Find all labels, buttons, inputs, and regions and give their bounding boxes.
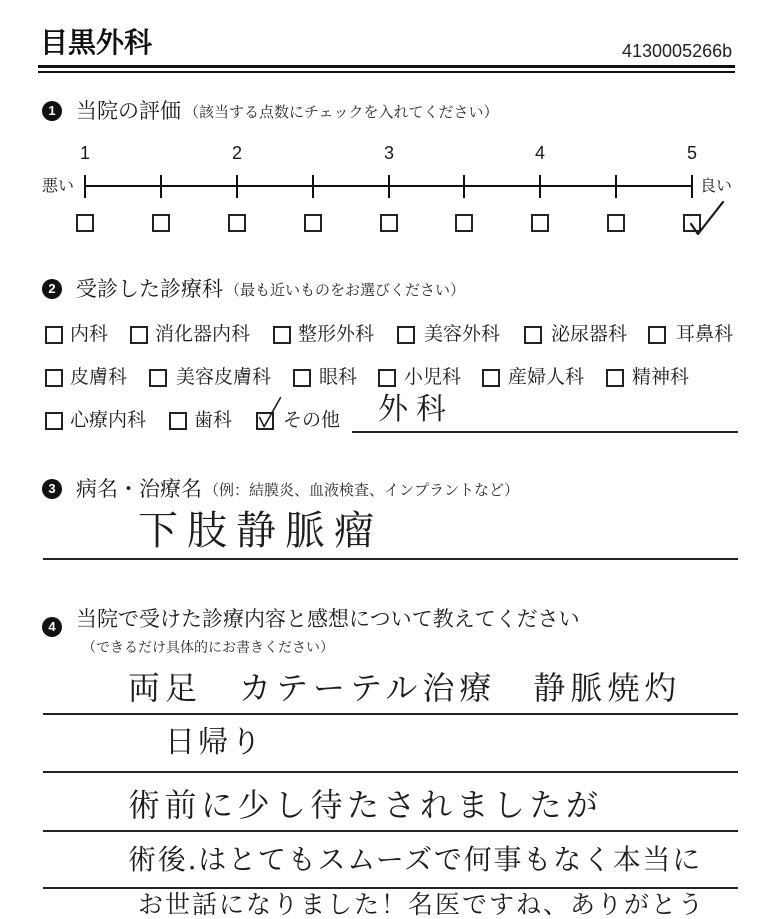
department-label: 整形外科 — [298, 323, 375, 345]
other-answer-text[interactable]: 外科 — [378, 392, 454, 427]
question-note: （できるだけ具体的にお書きください） — [82, 640, 334, 656]
department-checkbox[interactable] — [130, 326, 148, 344]
question-number-badge: 1 — [42, 101, 62, 121]
other-label: その他 — [283, 409, 341, 431]
department-label: 心療内科 — [70, 409, 147, 431]
department-label: 歯科 — [194, 409, 233, 431]
comment-line-5[interactable]: お世話になりました！名医ですね、ありがとう — [138, 890, 706, 919]
department-checkbox[interactable] — [149, 369, 167, 387]
header-rule-thin — [38, 71, 735, 73]
rating-checkbox[interactable] — [304, 214, 322, 232]
other-checkbox[interactable] — [256, 412, 274, 430]
department-checkbox[interactable] — [169, 412, 187, 430]
scale-tick — [388, 175, 390, 198]
answer-line — [43, 713, 738, 715]
answer-line — [43, 887, 738, 889]
scale-tick — [691, 175, 693, 198]
other-answer-line — [352, 431, 738, 433]
question-title: 受診した診療科 — [76, 277, 223, 301]
department-label: 消化器内科 — [155, 323, 251, 345]
department-label: 耳鼻科 — [676, 323, 734, 345]
scale-tick — [463, 175, 465, 198]
department-label: 美容外科 — [424, 323, 501, 345]
rating-checkbox[interactable] — [76, 214, 94, 232]
department-checkbox[interactable] — [293, 369, 311, 387]
question-number-badge: 4 — [42, 617, 62, 637]
scale-tick — [539, 175, 541, 198]
question-note: （該当する点数にチェックを入れてください） — [184, 103, 499, 121]
comment-line-3[interactable]: 術前に少し待たされましたが — [128, 786, 603, 824]
department-checkbox[interactable] — [45, 369, 63, 387]
scale-tick — [236, 175, 238, 198]
comment-line-1[interactable]: 両足 カテーテル治療 静脈焼灼 — [128, 669, 682, 707]
scale-number: 1 — [79, 143, 90, 163]
department-label: 小児科 — [404, 366, 462, 388]
scale-tick — [615, 175, 617, 198]
department-label: 眼科 — [319, 366, 358, 388]
rating-checkbox[interactable] — [607, 214, 625, 232]
department-checkbox[interactable] — [45, 412, 63, 430]
clinic-name: 目黒外科 — [40, 26, 153, 59]
rating-checkbox[interactable] — [455, 214, 473, 232]
check-mark-icon — [257, 396, 283, 432]
question-title: 病名・治療名 — [76, 477, 202, 501]
department-label: 泌尿器科 — [551, 323, 628, 345]
department-checkbox[interactable] — [378, 369, 396, 387]
scale-tick — [84, 175, 86, 198]
answer-line — [43, 558, 738, 560]
department-label: 内科 — [70, 323, 109, 345]
check-mark-icon — [687, 200, 727, 240]
diagnosis-answer[interactable]: 下肢静脈瘤 — [138, 508, 383, 554]
rating-checkbox[interactable] — [683, 214, 701, 232]
department-checkbox[interactable] — [397, 326, 415, 344]
department-checkbox[interactable] — [482, 369, 500, 387]
scale-tick — [160, 175, 162, 198]
question-note: （例：結膜炎、血液検査、インプラントなど） — [204, 481, 520, 499]
comment-line-2[interactable]: 日帰り — [165, 725, 264, 760]
comment-line-4[interactable]: 術後.はとてもスムーズで何事もなく本当に — [128, 843, 703, 876]
scale-low-label: 悪い — [42, 176, 75, 195]
rating-checkbox[interactable] — [380, 214, 398, 232]
header-rule-thick — [38, 65, 735, 68]
department-checkbox[interactable] — [45, 326, 63, 344]
scale-tick — [312, 175, 314, 198]
question-number-badge: 3 — [42, 479, 62, 499]
department-checkbox[interactable] — [606, 369, 624, 387]
question-title: 当院の評価 — [76, 99, 181, 123]
rating-checkbox[interactable] — [531, 214, 549, 232]
department-checkbox[interactable] — [524, 326, 542, 344]
scale-number: 3 — [383, 143, 394, 163]
rating-checkbox[interactable] — [228, 214, 246, 232]
question-title: 当院で受けた診療内容と感想について教えてください — [76, 607, 580, 631]
scale-number: 5 — [686, 143, 697, 163]
form-id: 4130005266b — [622, 41, 733, 61]
department-checkbox[interactable] — [273, 326, 291, 344]
question-number-badge: 2 — [42, 279, 62, 299]
department-label: 産婦人科 — [508, 366, 585, 388]
department-label: 精神科 — [632, 366, 690, 388]
scale-number: 4 — [534, 143, 545, 163]
answer-line — [43, 771, 738, 773]
department-checkbox[interactable] — [648, 326, 666, 344]
scale-high-label: 良い — [700, 176, 733, 195]
question-note: （最も近いものをお選びください） — [225, 281, 466, 299]
answer-line — [43, 830, 738, 832]
department-label: 美容皮膚科 — [176, 366, 272, 388]
department-label: 皮膚科 — [70, 366, 128, 388]
scale-number: 2 — [231, 143, 242, 163]
rating-checkbox[interactable] — [152, 214, 170, 232]
